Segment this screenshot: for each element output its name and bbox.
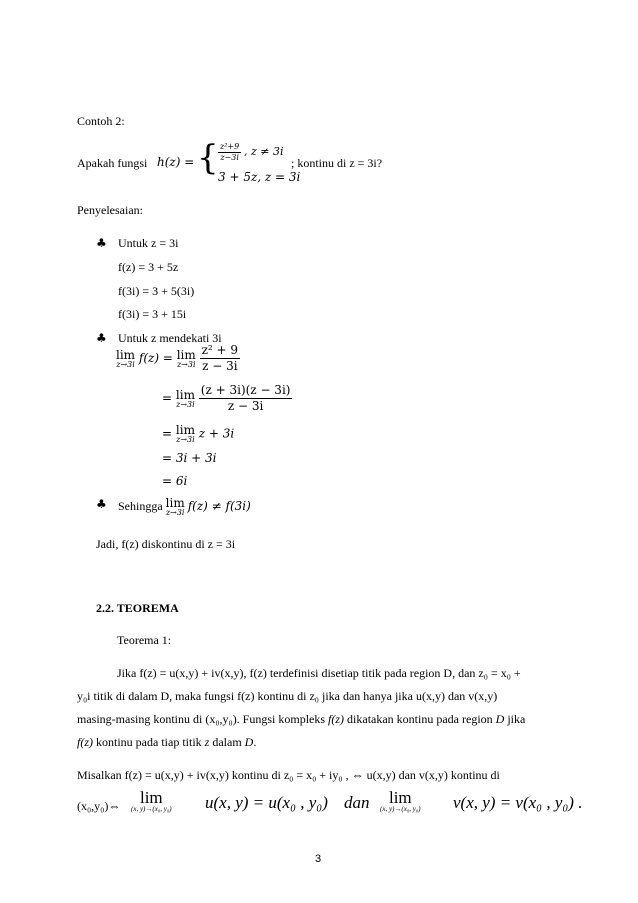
bullet1-line-1: f(z) = 3 + 5z	[118, 260, 179, 274]
step2-numerator: (z + 3i)(z − 3i)	[200, 383, 291, 397]
equals-sign: =	[162, 426, 173, 441]
equals-sign: =	[162, 391, 173, 405]
bullet1-line-2: f(3i) = 3 + 5(3i)	[118, 284, 195, 298]
bullet2-label: Untuk z mendekati 3i	[118, 331, 222, 345]
para2-prefix: (x₀,y₀)⇔	[77, 799, 121, 813]
page-number: 3	[315, 853, 322, 865]
bullet1-line-3: f(3i) = 3 + 15i	[118, 307, 187, 321]
theorem-title: Teorema 1:	[117, 633, 172, 647]
text-run: f(z)	[77, 735, 93, 749]
bullet3-line	[118, 497, 251, 517]
club-bullet-icon: ♣	[96, 331, 107, 345]
lim-subscript: (x, y)→(x₀, y₀)	[380, 805, 421, 813]
bullet3-expr: f(z) ≠ f(3i)	[187, 498, 251, 513]
step2-denominator: z − 3i	[227, 399, 264, 413]
limit-row-2	[162, 383, 292, 414]
text-run: f(z)	[328, 712, 345, 726]
question-func: h(z) =	[157, 155, 195, 169]
bullet3-prefix: Sehingga	[118, 498, 166, 513]
piecewise-brace: {	[197, 138, 219, 178]
theorem-para1-line2: y₀i titik di dalam D, maka fungsi f(z) kontinu di z₀ jika dan hanya jika u(x,y) dan v(x,y)	[77, 689, 498, 703]
step1-numerator: z² + 9	[201, 343, 239, 357]
lim-subscript: z→3i	[176, 399, 195, 409]
expr-v: v(x, y) = v(x₀ , y₀) .	[453, 793, 583, 812]
text-run: D	[495, 712, 505, 726]
text-run: jika	[504, 712, 526, 726]
piecewise-case-2: 3 + 5z, z = 3i	[218, 170, 301, 184]
example-title: Contoh 2:	[77, 114, 125, 128]
limit-row-1	[116, 343, 240, 374]
text-run: dikatakan kontinu pada region	[344, 712, 496, 726]
lim-subscript: z→3i	[176, 359, 196, 369]
lim-word: lim	[175, 423, 195, 437]
case1-condition: , z ≠ 3i	[243, 145, 284, 159]
text-run: masing-masing kontinu di (x₀,y₀). Fungsi kompleks	[77, 712, 329, 726]
step1-denominator: z − 3i	[202, 359, 238, 373]
lim-subscript: (x, y)→(x₀, y₀)	[131, 805, 172, 813]
text-run: z	[204, 735, 210, 749]
lim-word: lim	[165, 496, 185, 510]
text-run: D	[244, 735, 254, 749]
case1-numerator: z²+9	[220, 142, 240, 151]
theorem-para1-line3	[77, 712, 525, 727]
dan-word: dan	[344, 793, 370, 812]
lim-word: lim	[116, 347, 136, 362]
lim-word: lim	[176, 347, 196, 362]
lim-subscript: z→3i	[176, 435, 195, 444]
lim-subscript: z→3i	[165, 508, 185, 517]
question-suffix: ; kontinu di z = 3i?	[291, 156, 383, 170]
text-run: kontinu pada tiap titik	[93, 735, 205, 749]
lim-word: lim	[388, 788, 412, 807]
piecewise-case-1	[218, 142, 283, 163]
theorem-para2-line2	[77, 799, 120, 814]
theorem-para1-line4	[77, 735, 256, 750]
conclusion-text: Jadi, f(z) diskontinu di z = 3i	[96, 537, 236, 551]
section-heading: 2.2. TEOREMA	[96, 601, 179, 615]
solution-title: Penyelesaian:	[77, 203, 143, 217]
limit-row-5: = 6i	[162, 474, 188, 488]
case1-denominator: z−3i	[220, 153, 239, 162]
step3-expr: z + 3i	[198, 426, 235, 441]
limit-lhs: f(z) =	[138, 351, 173, 365]
bullet1-label: Untuk z = 3i	[118, 236, 179, 250]
club-bullet-icon: ♣	[96, 497, 107, 511]
theorem-para1-line1: Jika f(z) = u(x,y) + iv(x,y), f(z) terdefinisi disetiap titik pada region D, dan z₀ = x₀ +	[117, 666, 521, 680]
lim-word: lim	[139, 788, 163, 807]
limit-row-4: = 3i + 3i	[162, 451, 217, 465]
limit-row-3	[162, 424, 234, 444]
text-run: .	[253, 735, 257, 749]
question-prefix: Apakah fungsi	[77, 156, 148, 170]
lim-subscript: z→3i	[116, 359, 135, 369]
limit-v	[380, 789, 421, 813]
club-bullet-icon: ♣	[96, 236, 107, 250]
text-run: dalam	[209, 735, 245, 749]
theorem-para2-line1: Misalkan f(z) = u(x,y) + iv(x,y) kontinu di z₀ = x₀ + iy₀ , ⇔ u(x,y) dan v(x,y) kontinu di	[77, 768, 500, 782]
lim-word: lim	[175, 387, 195, 402]
limit-u	[131, 789, 172, 813]
expr-u: u(x, y) = u(x₀ , y₀)	[205, 793, 328, 812]
